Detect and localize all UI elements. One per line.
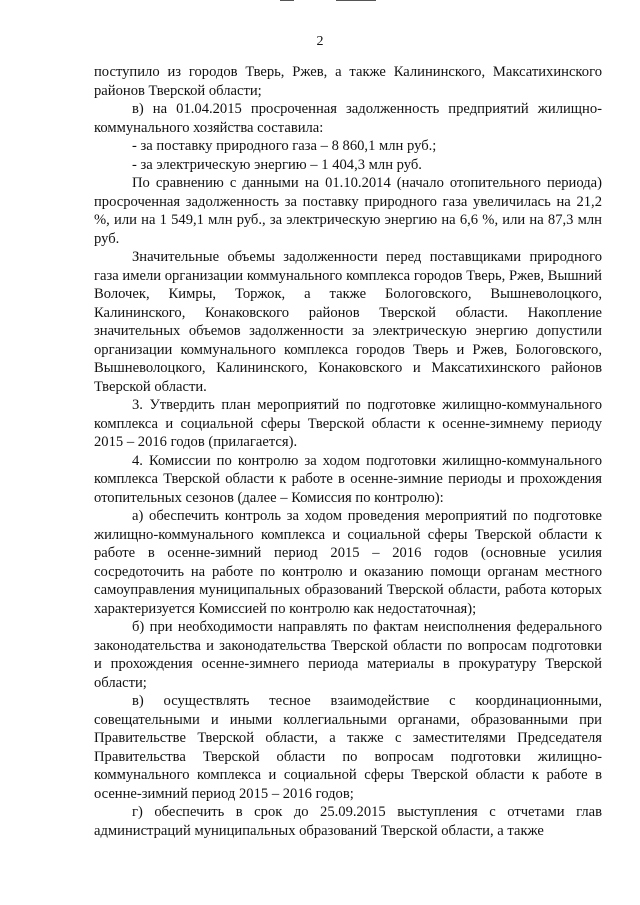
paragraph: г) обеспечить в срок до 25.09.2015 выступления с отчетами глав администраций муниципальных образований Тверской области, а также	[94, 804, 602, 839]
scan-edge-mark	[280, 0, 294, 1]
page-number: 2	[316, 34, 324, 49]
paragraph: 4. Комиссии по контролю за ходом подготовки жилищно-коммунального комплекса Тверской области к работе в осенне-зимние периоды и прохождения отопительных сезонов (далее – Комиссия по контролю):	[94, 452, 602, 506]
scan-edge-mark	[336, 0, 376, 1]
list-item: - за поставку природного газа – 8 860,1 млн руб.;	[132, 138, 437, 154]
paragraph: По сравнению с данными на 01.10.2014 (начало отопительного периода) просроченная задолженность за поставку природного газа увеличилась на 21,2 %, или на 1 549,1 млн руб., за электрическую энергию на 6,6 %, или на 87,3 млн руб.	[94, 175, 602, 247]
list-item: - за электрическую энергию – 1 404,3 млн руб.	[132, 156, 422, 173]
paragraph: поступило из городов Тверь, Ржев, а также Калининского, Максатихинского районов Тверской области;	[94, 64, 602, 99]
document-body	[94, 63, 602, 840]
paragraph: в) на 01.04.2015 просроченная задолженность предприятий жилищно-коммунального хозяйства составила:	[94, 101, 602, 136]
paragraph: в) осуществлять тесное взаимодействие с координационными, совещательными и иными коллегиальными органами, образованными при Правительстве Тверской области, а также с заместителями Председателя Правительства Тверской области по вопросам подготовки жилищно-коммунального комплекса и социальной сферы Тверской области к работе в осенне-зимний период 2015 – 2016 годов;	[94, 693, 602, 802]
paragraph: а) обеспечить контроль за ходом проведения мероприятий по подготовке жилищно-коммунального комплекса и социальной сферы Тверской области к работе в осенне-зимний период 2015 – 2016 годов (основные усилия сосредоточить на работе по контролю и оказанию помощи органам местного самоуправления муниципальных образований Тверской области, работа которых характеризуется Комиссией по контролю как недостаточная);	[94, 508, 602, 617]
paragraph: б) при необходимости направлять по фактам неисполнения федерального законодательства и законодательства Тверской области по вопросам подготовки и прохождения осенне-зимнего периода материалы в прокуратуру Тверской области;	[94, 619, 602, 691]
paragraph: Значительные объемы задолженности перед поставщиками природного газа имели организации коммунального комплекса городов Тверь, Ржев, Вышний Волочек, Кимры, Торжок, а также Бологовского, Вышневолоцкого, Калининского, Конаковского районов Тверской области. Накопление значительных объемов задолженности за электрическую энергию допустили организации коммунального комплекса городов Тверь и Ржев, Бологовского, Вышневолоцкого, Калининского, Конаковского и Максатихинского районов Тверской области.	[94, 249, 602, 395]
paragraph: 3. Утвердить план мероприятий по подготовке жилищно-коммунального комплекса и социальной сферы Тверской области к осенне-зимнему периоду 2015 – 2016 годов (прилагается).	[94, 397, 602, 450]
